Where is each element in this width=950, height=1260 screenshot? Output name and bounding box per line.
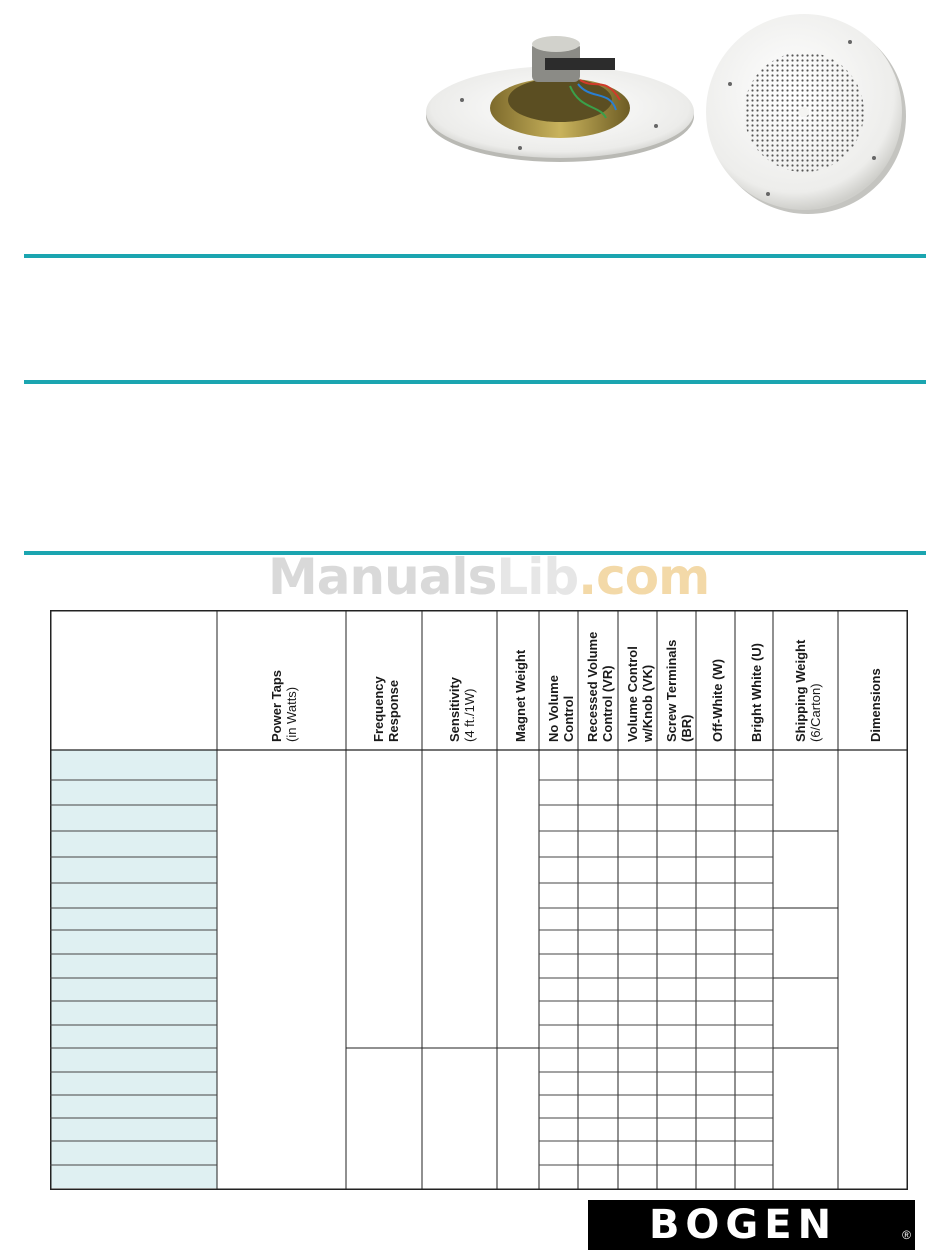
section-rule-2 <box>24 380 926 384</box>
model-cell <box>51 780 217 805</box>
column-header <box>710 659 725 742</box>
model-cell <box>51 857 217 883</box>
column-header <box>269 670 299 742</box>
column-header-title: Recessed Volume <box>585 631 600 742</box>
column-header-title: Volume Control <box>624 646 640 742</box>
column-header <box>664 640 694 742</box>
model-cell <box>51 1118 217 1141</box>
speaker-grille-photo <box>700 8 910 218</box>
model-cell <box>51 1165 217 1188</box>
column-header <box>625 646 655 742</box>
column-header <box>868 668 883 742</box>
column-header-title: Bright White (U) <box>748 643 764 742</box>
model-cell <box>51 831 217 857</box>
column-header-unit: (6/Carton) <box>807 683 823 742</box>
column-header-title: Sensitivity <box>446 676 462 742</box>
column-header <box>793 640 823 742</box>
model-cell <box>51 908 217 930</box>
column-header-title: Frequency <box>371 676 386 742</box>
model-cell <box>51 1001 217 1025</box>
model-cell <box>51 1141 217 1165</box>
model-cell <box>51 1048 217 1072</box>
column-header-title: Off-White (W) <box>710 658 725 742</box>
column-header <box>749 643 764 742</box>
column-header <box>585 632 615 742</box>
column-header-title-line2: (BR) <box>678 714 694 742</box>
model-cell <box>51 750 217 780</box>
model-cell <box>51 930 217 954</box>
column-header-title-line2: Control (VR) <box>600 665 615 742</box>
model-cell <box>51 1095 217 1118</box>
watermark: ManualsLib.com <box>268 548 710 606</box>
specifications-table <box>50 610 908 1190</box>
model-cell <box>51 805 217 831</box>
speaker-driver-photo <box>420 30 700 170</box>
model-cell <box>51 1025 217 1048</box>
column-header <box>513 650 528 742</box>
model-cell <box>51 1072 217 1095</box>
model-cell <box>51 883 217 908</box>
column-header-title-line2: w/Knob (VK) <box>639 664 655 742</box>
column-header-title: Screw Terminals <box>663 639 679 742</box>
column-header-title-line2: Response <box>386 679 401 742</box>
column-header-title: Dimensions <box>867 668 883 742</box>
table-grid <box>50 610 908 1190</box>
column-header <box>447 677 477 742</box>
model-cell <box>51 978 217 1001</box>
column-header <box>371 676 401 742</box>
bogen-logo: BOGEN ® <box>588 1200 915 1250</box>
column-header-unit: (in Watts) <box>283 686 299 742</box>
column-header <box>546 675 576 742</box>
column-header-title: Power Taps <box>268 669 284 742</box>
column-header-title: Magnet Weight <box>512 649 528 742</box>
column-header-title: No Volume <box>545 675 561 742</box>
section-rule-1 <box>24 254 926 258</box>
column-header-title-line2: Control <box>560 695 576 742</box>
column-header-title: Shipping Weight <box>792 639 808 742</box>
column-header-unit: (4 ft./1W) <box>461 688 477 742</box>
model-cell <box>51 954 217 978</box>
